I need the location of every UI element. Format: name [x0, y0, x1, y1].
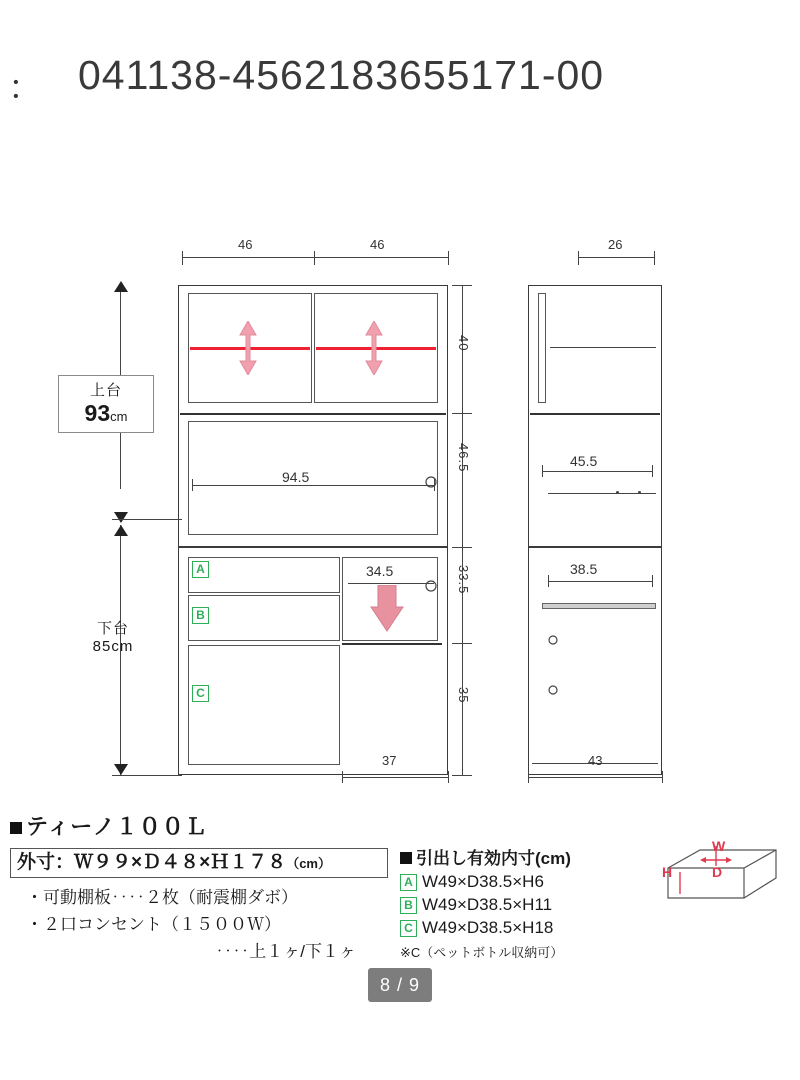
drawer-spec-row	[400, 918, 660, 938]
dim-tick	[652, 465, 653, 477]
side-drawer-width-label: 38.5	[570, 561, 598, 577]
mid-reference-line	[112, 519, 182, 520]
outlet-icon-upper	[424, 475, 438, 489]
dim-tick	[452, 547, 472, 548]
dim-tick	[192, 479, 193, 491]
base-reference-line	[112, 775, 182, 776]
dim-top-left: 46	[238, 237, 253, 252]
dim-tick	[182, 251, 183, 265]
drawer-a	[188, 557, 340, 593]
dim-tick	[452, 643, 472, 644]
header	[0, 52, 800, 122]
feature-list	[26, 884, 356, 965]
dim-top-side: 26	[608, 237, 623, 252]
side-drawer-slide	[542, 603, 656, 609]
dim-tick	[662, 771, 663, 783]
dim-tick	[548, 575, 549, 587]
dim-tick	[314, 251, 315, 265]
open-counter-section	[188, 421, 438, 535]
bottom-dim-line-side	[528, 777, 662, 778]
side-dot	[638, 491, 641, 494]
dim-tick	[578, 251, 579, 265]
lower-divider	[342, 643, 442, 645]
product-code: 041138-4562183655171-00	[78, 52, 605, 98]
shelf-divider-1	[180, 413, 446, 415]
dim-v-35: 35	[456, 687, 471, 704]
side-inner-dim-line	[542, 471, 652, 472]
drawer-spec-note: ※C（ペットボトル収納可）	[400, 945, 564, 960]
product-name-row	[10, 810, 208, 841]
drawer-axis-label-d: D	[712, 864, 723, 880]
dim-tick	[452, 285, 472, 286]
dim-v-465: 46.5	[456, 443, 471, 473]
dim-tick	[342, 771, 343, 783]
lower-height-label: 下台	[96, 620, 129, 637]
drawer-spec-title-row	[400, 844, 660, 869]
arrow-up-icon-2	[113, 525, 129, 537]
drawer-spec-text-c: W49×D38.5×H18	[422, 918, 554, 937]
drawer-spec-tag-a: A	[400, 874, 417, 891]
side-dot	[616, 491, 619, 494]
feature-item-indent: ‥‥上１ヶ/下１ヶ	[215, 942, 356, 961]
drawer-spec-row	[400, 872, 660, 892]
dim-line-top-front	[182, 257, 448, 258]
upper-height-value	[59, 400, 153, 427]
side-shelf-divider	[530, 413, 660, 415]
arrow-down-icon	[113, 511, 129, 523]
drawer-tag-b: B	[192, 607, 209, 624]
dim-tick	[452, 775, 472, 776]
outer-dimensions: 外寸：Ｗ９９×Ｄ４８×Ｈ１７８	[17, 852, 287, 873]
drawer-spec-tag-c: C	[400, 920, 417, 937]
shelf-adjust-arrow-left	[236, 321, 260, 375]
bottom-dim-front: 37	[382, 753, 397, 768]
side-view	[528, 285, 662, 775]
dim-v-335: 33.5	[456, 565, 471, 595]
bullet-square-icon-2	[400, 852, 412, 864]
drawer-spec-text-b: W49×D38.5×H11	[422, 895, 553, 914]
dim-tick	[528, 771, 529, 783]
drawer-spec-row	[400, 895, 660, 915]
drawer-tag-c: C	[192, 685, 209, 702]
drawer-tag-a: A	[192, 561, 209, 578]
drawer-b	[188, 595, 340, 641]
lower-height-callout	[68, 620, 158, 656]
dim-line-top-side	[578, 257, 654, 258]
drawer-spec-block	[400, 844, 660, 961]
drawer-spec-tag-b: B	[400, 897, 417, 914]
inner-width-label: 94.5	[282, 469, 310, 485]
outer-dimensions-unit: （cm）	[286, 856, 331, 871]
side-shelf-line	[550, 347, 656, 348]
bottom-dim-side: 43	[588, 753, 603, 768]
dim-v-40: 40	[456, 335, 471, 352]
dim-tick	[448, 251, 449, 265]
upper-height-number: 93	[84, 400, 111, 426]
side-inner-width-label: 45.5	[570, 453, 598, 469]
outlet-icon-lower	[424, 579, 438, 593]
arrow-up-icon	[113, 281, 129, 293]
drawer-c	[188, 645, 340, 765]
upper-height-unit: cm	[110, 409, 128, 424]
inner-width-dim-line	[192, 485, 434, 486]
dim-top-right: 46	[370, 237, 385, 252]
side-door-edge	[538, 293, 546, 403]
side-handle-icon-lower	[546, 683, 560, 697]
drawer-spec-text-a: W49×D38.5×H6	[422, 872, 544, 891]
upper-height-callout	[58, 375, 154, 433]
drawer-width-dim-line	[348, 583, 434, 584]
dim-tick	[448, 771, 449, 783]
dim-tick	[452, 413, 472, 414]
side-upper-body	[528, 285, 662, 547]
drawer-axis-label-h: H	[662, 864, 673, 880]
drawer-spec-title: 引出し有効内寸(cm)	[416, 849, 571, 868]
front-view	[178, 285, 448, 775]
feature-item: ・２口コンセント（１５００Ｗ）	[26, 915, 281, 934]
page-indicator: 8 / 9	[368, 968, 432, 1002]
product-name: ティーノ１００Ｌ	[26, 814, 208, 839]
outer-dimensions-box	[10, 848, 388, 878]
side-drawer-dim-line	[548, 581, 652, 582]
dim-tick	[542, 465, 543, 477]
shelf-adjust-arrow-right	[362, 321, 386, 375]
dim-tick	[654, 251, 655, 265]
bullet-square-icon	[10, 822, 22, 834]
upper-height-label: 上台	[89, 382, 122, 399]
pull-down-arrow	[370, 585, 404, 633]
drawer-axis-label-w: W	[712, 838, 726, 854]
arrow-down-icon-2	[113, 763, 129, 775]
feature-item: ・可動棚板‥‥２枚（耐震棚ダボ）	[26, 888, 298, 907]
header-colon: ：	[8, 69, 42, 107]
bottom-dim-line-front	[342, 777, 448, 778]
dim-tick	[652, 575, 653, 587]
lower-height-value: 85cm	[92, 638, 134, 655]
drawer-isometric-sketch	[650, 838, 780, 920]
drawer-width-label: 34.5	[366, 563, 394, 579]
side-handle-icon-upper	[546, 633, 560, 647]
technical-drawing	[0, 225, 800, 805]
